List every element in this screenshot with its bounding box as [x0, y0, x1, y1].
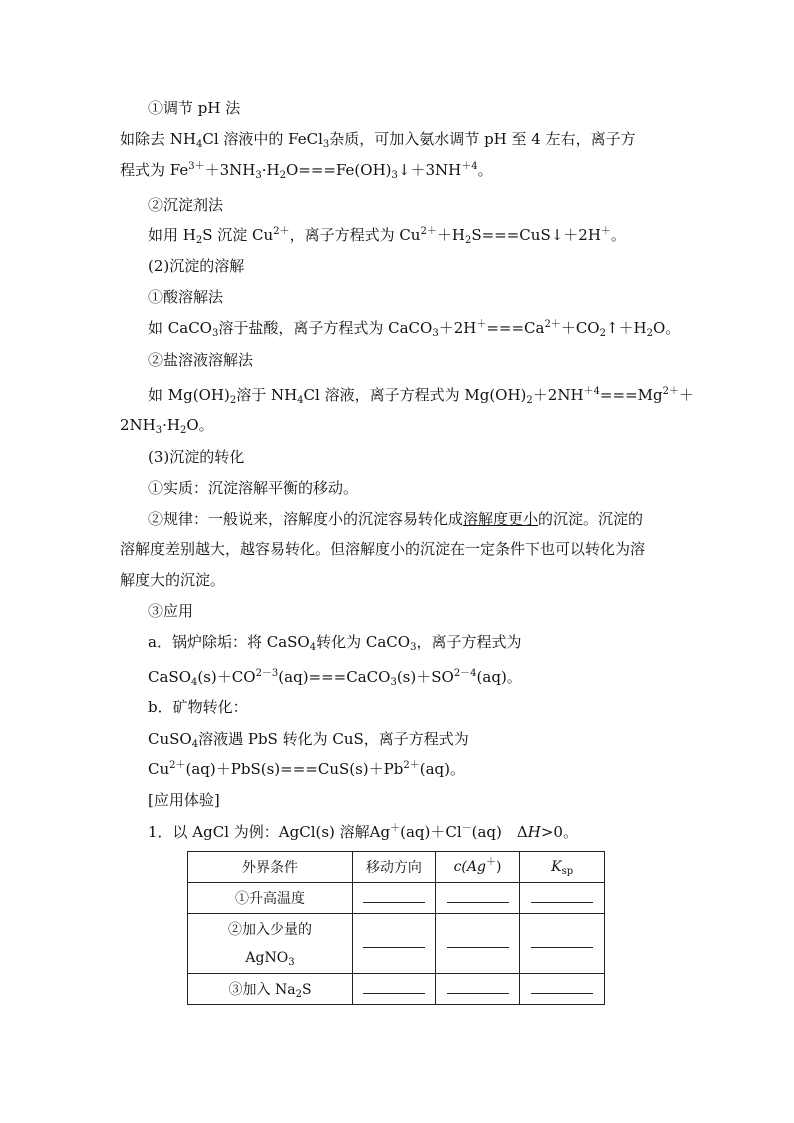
text-span: (aq) Δ	[471, 823, 528, 841]
superscript: 3＋	[188, 161, 205, 172]
superscript: ＋	[485, 857, 496, 868]
superscript: 2－3	[255, 668, 279, 679]
text-span: ，离子方程式为 Cu	[289, 226, 421, 244]
text-span: 1．以 AgCl 为例：AgCl(s) 溶解	[148, 823, 370, 841]
superscript: 2＋	[544, 319, 561, 330]
superscript: ＋4	[583, 386, 600, 397]
text-span: 。	[477, 161, 493, 179]
superscript: 2＋	[273, 226, 290, 237]
rule-line3: 解度大的沉淀。	[120, 571, 226, 589]
subscript: 2	[295, 989, 302, 1000]
answer-cell[interactable]	[435, 914, 520, 974]
text-span: 杂质，可加入氨水调节 pH 至 4 左右，离子方	[329, 130, 636, 148]
text-span: )	[495, 859, 502, 875]
table-header-row	[188, 852, 605, 883]
superscript: 2＋	[420, 226, 437, 237]
superscript: 2＋	[169, 760, 186, 771]
salt-title: ②盐溶液溶解法	[148, 351, 254, 369]
text-span: 如 Mg(OH)	[148, 386, 230, 404]
superscript: 2＋	[403, 760, 420, 771]
precip-agent-line	[148, 225, 626, 245]
text-span: (aq)。	[476, 668, 522, 686]
text-span: O。	[186, 416, 214, 434]
mineral-line	[148, 729, 469, 749]
mineral-equation	[148, 759, 465, 779]
text-span: >0。	[540, 823, 578, 841]
answer-cell[interactable]	[353, 914, 436, 974]
text-span: S	[301, 982, 312, 998]
text-span: O。	[653, 319, 681, 337]
answer-cell[interactable]	[435, 883, 520, 914]
subscript: 2	[195, 235, 203, 246]
convert-title: (3)沉淀的转化	[148, 448, 245, 466]
question-1	[148, 822, 578, 842]
answer-cell[interactable]	[520, 883, 605, 914]
superscript: ＋	[600, 226, 611, 237]
ph-method-title: ①调节 pH 法	[148, 99, 241, 117]
answer-cell[interactable]	[435, 974, 520, 1005]
text-span: (aq)＋Cl	[400, 823, 462, 841]
text-span: Cu	[148, 760, 170, 778]
answer-blank[interactable]	[531, 981, 593, 994]
text-span: CaSO	[148, 668, 191, 686]
text-span: 溶于盐酸，离子方程式为 CaCO	[218, 319, 433, 337]
text-span: ↓＋3NH	[397, 161, 462, 179]
table-row	[188, 914, 605, 974]
text-span: (s)＋CO	[197, 668, 256, 686]
row-condition	[188, 914, 353, 974]
subscript: 4	[309, 642, 317, 653]
answer-blank[interactable]	[363, 981, 425, 994]
row-condition: ①升高温度	[188, 883, 353, 914]
subscript: 2	[526, 395, 533, 406]
superscript: 2－4	[453, 668, 477, 679]
text-span: AgNO	[245, 949, 289, 966]
condition-table	[187, 851, 605, 1005]
text-span: S 沉淀 Cu	[202, 226, 274, 244]
text-span: 的沉淀。沉淀的	[538, 510, 644, 528]
answer-blank[interactable]	[363, 890, 425, 903]
ph-method-line2	[120, 160, 493, 180]
acid-title: ①酸溶解法	[148, 288, 224, 306]
text-span: Cl 溶液中的 FeCl	[202, 130, 323, 148]
text-span: ·H	[261, 161, 280, 179]
text-span: ，离子方程式为	[416, 633, 522, 651]
text-span: Cl 溶液，离子方程式为 Mg(OH)	[303, 386, 527, 404]
subscript: 2	[229, 395, 237, 406]
text-span: ·H	[162, 416, 180, 434]
superscript: ＋	[476, 319, 487, 330]
subscript: 3	[390, 677, 397, 688]
subscript: 3	[255, 170, 262, 181]
italic-h: H	[527, 823, 541, 841]
salt-line1	[148, 385, 694, 405]
text-span: ＋H	[436, 226, 465, 244]
text-span: 如除去 NH	[120, 130, 196, 148]
answer-cell[interactable]	[353, 883, 436, 914]
table-row	[188, 883, 605, 914]
subscript: 4	[191, 677, 198, 688]
rule-line2: 溶解度差别越大，越容易转化。但溶解度小的沉淀在一定条件下也可以转化为溶	[120, 540, 646, 558]
text-span: a．锅炉除垢：将 CaSO	[148, 633, 310, 651]
header-c-ag-text: c(Ag	[453, 859, 486, 875]
subscript: 3	[391, 170, 398, 181]
header-ksp	[520, 852, 605, 883]
text-span: (aq)。	[419, 760, 465, 778]
answer-blank[interactable]	[447, 981, 509, 994]
subscript: 3	[322, 139, 330, 150]
header-direction: 移动方向	[353, 852, 436, 883]
table-row	[188, 974, 605, 1005]
text-span: ===Ca	[486, 319, 545, 337]
answer-blank[interactable]	[363, 935, 425, 948]
boiler-line	[148, 632, 521, 652]
mineral-title: b．矿物转化：	[148, 698, 248, 716]
subscript: 2	[279, 170, 286, 181]
text-span: 转化为 CaCO	[316, 633, 411, 651]
superscript: ＋4	[461, 161, 478, 172]
answer-blank[interactable]	[447, 935, 509, 948]
rule-line1	[148, 509, 643, 529]
text-span: O===Fe(OH)	[285, 161, 392, 179]
text-span: ＋2NH	[532, 386, 584, 404]
subscript: 3	[288, 956, 295, 968]
text-span: 程式为 Fe	[120, 161, 189, 179]
text-span: ===Mg	[599, 386, 663, 404]
subscript: 3	[155, 425, 163, 436]
salt-line2	[120, 415, 214, 435]
text-span: ②加入少量的	[228, 921, 313, 938]
subscript: 2	[179, 425, 187, 436]
header-condition: 外界条件	[188, 852, 353, 883]
text-span: 如 CaCO	[148, 319, 212, 337]
underlined-term: 溶解度更小	[463, 510, 539, 528]
acid-line	[148, 318, 680, 338]
precip-agent-title: ②沉淀剂法	[148, 196, 224, 214]
superscript: ＋	[390, 823, 401, 834]
apply-title: ③应用	[148, 602, 194, 620]
text-span: ③加入 Na	[228, 982, 296, 998]
answer-blank[interactable]	[531, 890, 593, 903]
subscript: 4	[297, 395, 304, 406]
superscript: 2＋	[662, 386, 679, 397]
subscript: 4	[191, 739, 199, 750]
header-c-ag	[435, 852, 520, 883]
subscript: 4	[195, 139, 203, 150]
subscript: 2	[599, 328, 606, 339]
header-ksp-text: K	[551, 859, 562, 875]
text-span: (aq)＋PbS(s)===CuS(s)＋Pb	[185, 760, 404, 778]
subscript: 3	[211, 328, 219, 339]
answer-cell[interactable]	[520, 974, 605, 1005]
subscript: 2	[464, 235, 472, 246]
text-span: ＋2H	[438, 319, 477, 337]
ph-method-line1	[120, 129, 636, 149]
text-span: S===CuS↓＋2H	[471, 226, 601, 244]
boiler-equation	[148, 667, 522, 687]
essence-line: ①实质：沉淀溶解平衡的移动。	[148, 479, 359, 497]
subscript: 2	[646, 328, 653, 339]
text-span: 如用 H	[148, 226, 196, 244]
text-span: 溶于 NH	[236, 386, 298, 404]
dissolve-title: (2)沉淀的溶解	[148, 257, 245, 275]
answer-blank[interactable]	[447, 890, 509, 903]
superscript: －	[461, 823, 472, 834]
text-span: 。	[610, 226, 626, 244]
text-span: (s)＋SO	[396, 668, 454, 686]
subscript: sp	[561, 866, 574, 877]
text-span: ＋3NH	[204, 161, 256, 179]
text-span: ②规律：一般说来，溶解度小的沉淀容易转化成	[148, 510, 464, 528]
text-span: ＋	[678, 386, 694, 404]
text-span: 2NH	[120, 416, 156, 434]
text-span: Ag	[369, 823, 391, 841]
text-span: ↑＋H	[605, 319, 647, 337]
text-span: 溶液遇 PbS 转化为 CuS，离子方程式为	[198, 730, 469, 748]
text-span: ＋CO	[560, 319, 600, 337]
row-condition	[188, 974, 353, 1005]
answer-cell[interactable]	[520, 914, 605, 974]
exp-title: [应用体验]	[148, 791, 220, 809]
answer-blank[interactable]	[531, 935, 593, 948]
text-span: (aq)===CaCO	[278, 668, 391, 686]
answer-cell[interactable]	[353, 974, 436, 1005]
subscript: 3	[410, 642, 417, 653]
text-span: CuSO	[148, 730, 192, 748]
subscript: 3	[432, 328, 439, 339]
